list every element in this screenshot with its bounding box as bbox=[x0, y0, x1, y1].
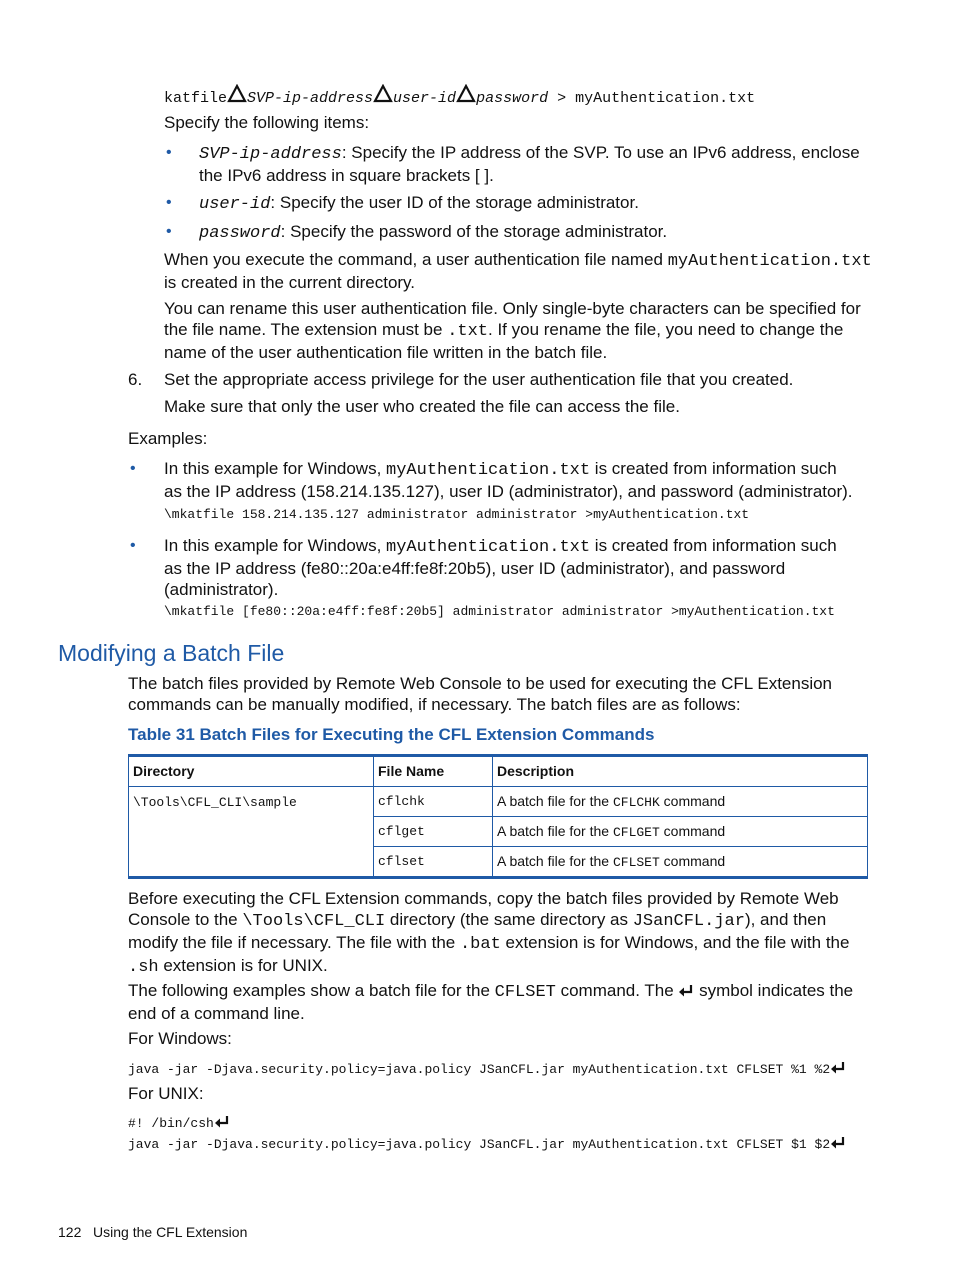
para-text: . If you rename the file, you need to change the bbox=[488, 320, 844, 339]
example-text: is created from information such bbox=[590, 459, 837, 478]
cmd-arg-user: user-id bbox=[393, 90, 457, 107]
windows-command bbox=[128, 1061, 846, 1078]
para-text: extension is for UNIX. bbox=[158, 956, 328, 975]
unix-command-1 bbox=[128, 1115, 230, 1132]
space-triangle-icon bbox=[456, 84, 476, 104]
para-text: ), and then bbox=[744, 910, 827, 929]
return-arrow-icon bbox=[830, 1136, 846, 1150]
item-user bbox=[199, 192, 639, 215]
cmd-arg-password: password bbox=[476, 90, 549, 107]
step-number: 6. bbox=[128, 370, 143, 389]
return-arrow-icon bbox=[214, 1115, 230, 1129]
para-code: JSanCFL.jar bbox=[632, 912, 745, 931]
para-text: the file name. The extension must be bbox=[164, 320, 448, 339]
desc-code: CFLCHK bbox=[612, 794, 660, 810]
cell-description bbox=[493, 787, 868, 817]
header-directory: Directory bbox=[129, 756, 374, 787]
para-text: symbol indicates the bbox=[694, 981, 854, 1000]
desc-text: A batch file for the bbox=[497, 852, 613, 869]
desc-text: command bbox=[659, 852, 726, 869]
para-text: name of the user authentication file written in the batch file. bbox=[164, 343, 608, 362]
unix-command-2 bbox=[128, 1136, 846, 1153]
footer-title: Using the CFL Extension bbox=[93, 1224, 248, 1240]
cell-description bbox=[493, 847, 868, 878]
desc-text: A batch file for the bbox=[497, 792, 613, 809]
item-code: SVP-ip-address bbox=[199, 145, 342, 164]
example-code: myAuthentication.txt bbox=[386, 538, 591, 557]
example-text: as the IP address (fe80::20a:e4ff:fe8f:20b5), user ID (administrator), and password bbox=[164, 559, 786, 578]
para-text: modify the file if necessary. The file with the bbox=[128, 933, 460, 952]
cell-directory: \Tools\CFL_CLI\sample bbox=[129, 787, 374, 878]
step-text: Set the appropriate access privilege for the user authentication file that you created. bbox=[164, 370, 794, 389]
example-1-command: \mkatfile 158.214.135.127 administrator administrator >myAuthentication.txt bbox=[164, 507, 750, 522]
example-text: In this example for Windows, bbox=[164, 536, 387, 555]
examples-label: Examples: bbox=[128, 429, 208, 448]
table-header-row bbox=[129, 756, 868, 787]
para-text: The following examples show a batch file for the bbox=[128, 981, 495, 1000]
bullet-icon: • bbox=[166, 223, 172, 240]
cmd-arg-svp: SVP-ip-address bbox=[247, 90, 374, 107]
item-text: : Specify the user ID of the storage administrator. bbox=[270, 193, 639, 212]
para-code: .bat bbox=[459, 935, 501, 954]
for-windows-label: For Windows: bbox=[128, 1029, 232, 1048]
example-text: (administrator). bbox=[164, 580, 279, 599]
for-unix-label: For UNIX: bbox=[128, 1084, 204, 1103]
intro-text: The batch files provided by Remote Web Console to be used for executing the CFL Extension bbox=[128, 674, 833, 693]
katfile-command bbox=[164, 84, 755, 109]
cell-file: cflchk bbox=[374, 787, 493, 817]
header-description: Description bbox=[493, 756, 868, 787]
example-2 bbox=[164, 535, 874, 600]
example-text: as the IP address (158.214.135.127), user ID (administrator), and password (administrator). bbox=[164, 482, 853, 501]
para-code: \Tools\CFL_CLI bbox=[242, 912, 386, 931]
example-text: is created from information such bbox=[590, 536, 837, 555]
header-file-name: File Name bbox=[374, 756, 493, 787]
para-text: extension is for Windows, and the file with the bbox=[500, 933, 850, 952]
table-row bbox=[129, 787, 868, 817]
rename-paragraph bbox=[164, 298, 874, 363]
page-number: 122 bbox=[58, 1224, 82, 1240]
para-code: myAuthentication.txt bbox=[667, 252, 872, 271]
para-text: When you execute the command, a user authentication file named bbox=[164, 250, 668, 269]
intro-text: commands can be manually modified, if necessary. The batch files are as follows: bbox=[128, 695, 741, 714]
bullet-icon: • bbox=[130, 460, 136, 477]
para-text: directory (the same directory as bbox=[385, 910, 633, 929]
page-footer bbox=[58, 1222, 247, 1243]
cell-file: cflget bbox=[374, 817, 493, 847]
para-code: CFLSET bbox=[494, 983, 556, 1002]
space-triangle-icon bbox=[373, 84, 393, 104]
section-title: Modifying a Batch File bbox=[58, 640, 285, 666]
before-paragraph bbox=[128, 888, 888, 978]
desc-code: CFLGET bbox=[612, 824, 660, 840]
command-text: java -jar -Djava.security.policy=java.policy JSanCFL.jar myAuthentication.txt CFLSET %1 %2 bbox=[128, 1062, 831, 1077]
para-text: Before executing the CFL Extension commands, copy the batch files provided by Remote Web bbox=[128, 889, 839, 908]
para-text: end of a command line. bbox=[128, 1004, 305, 1023]
return-arrow-icon bbox=[830, 1061, 846, 1075]
specify-label: Specify the following items: bbox=[164, 113, 370, 132]
section-intro bbox=[128, 673, 868, 715]
para-text: command. The bbox=[555, 981, 679, 1000]
item-svp bbox=[199, 142, 879, 186]
item-code: password bbox=[199, 224, 281, 243]
example-2-command: \mkatfile [fe80::20a:e4ff:fe8f:20b5] administrator administrator >myAuthentication.txt bbox=[164, 604, 835, 619]
exec-paragraph bbox=[164, 249, 874, 293]
bullet-icon: • bbox=[166, 144, 172, 161]
desc-text: command bbox=[659, 822, 726, 839]
desc-code: CFLSET bbox=[612, 854, 660, 870]
command-text: java -jar -Djava.security.policy=java.policy JSanCFL.jar myAuthentication.txt CFLSET $1 $2 bbox=[128, 1137, 831, 1152]
return-arrow-icon bbox=[678, 984, 694, 998]
item-text: : Specify the password of the storage administrator. bbox=[280, 222, 668, 241]
example-text: In this example for Windows, bbox=[164, 459, 387, 478]
para-text: Console to the bbox=[128, 910, 243, 929]
para-code: .txt bbox=[447, 322, 488, 341]
example-1 bbox=[164, 458, 874, 502]
table-caption: Table 31 Batch Files for Executing the CFL Extension Commands bbox=[128, 725, 655, 744]
command-text: #! /bin/csh bbox=[128, 1116, 214, 1131]
item-text-2: the IPv6 address in square brackets [ ]. bbox=[199, 166, 494, 185]
cmd-prefix: katfile bbox=[164, 90, 228, 107]
item-text: : Specify the IP address of the SVP. To use an IPv6 address, enclose bbox=[341, 143, 860, 162]
bullet-icon: • bbox=[166, 194, 172, 211]
space-triangle-icon bbox=[227, 84, 247, 104]
bullet-icon: • bbox=[130, 537, 136, 554]
desc-text: command bbox=[659, 792, 726, 809]
para-text: You can rename this user authentication file. Only single-byte characters can be specified for bbox=[164, 299, 861, 318]
step-subtext: Make sure that only the user who created the file can access the file. bbox=[164, 397, 680, 416]
para-code: .sh bbox=[128, 958, 159, 977]
cmd-suffix: > myAuthentication.txt bbox=[548, 90, 756, 107]
cell-file: cflset bbox=[374, 847, 493, 878]
desc-text: A batch file for the bbox=[497, 822, 613, 839]
item-password bbox=[199, 221, 667, 244]
cell-description bbox=[493, 817, 868, 847]
batch-files-table bbox=[128, 754, 868, 879]
para-text: is created in the current directory. bbox=[164, 273, 416, 292]
item-code: user-id bbox=[199, 195, 271, 214]
example-code: myAuthentication.txt bbox=[386, 461, 591, 480]
following-paragraph bbox=[128, 980, 888, 1024]
